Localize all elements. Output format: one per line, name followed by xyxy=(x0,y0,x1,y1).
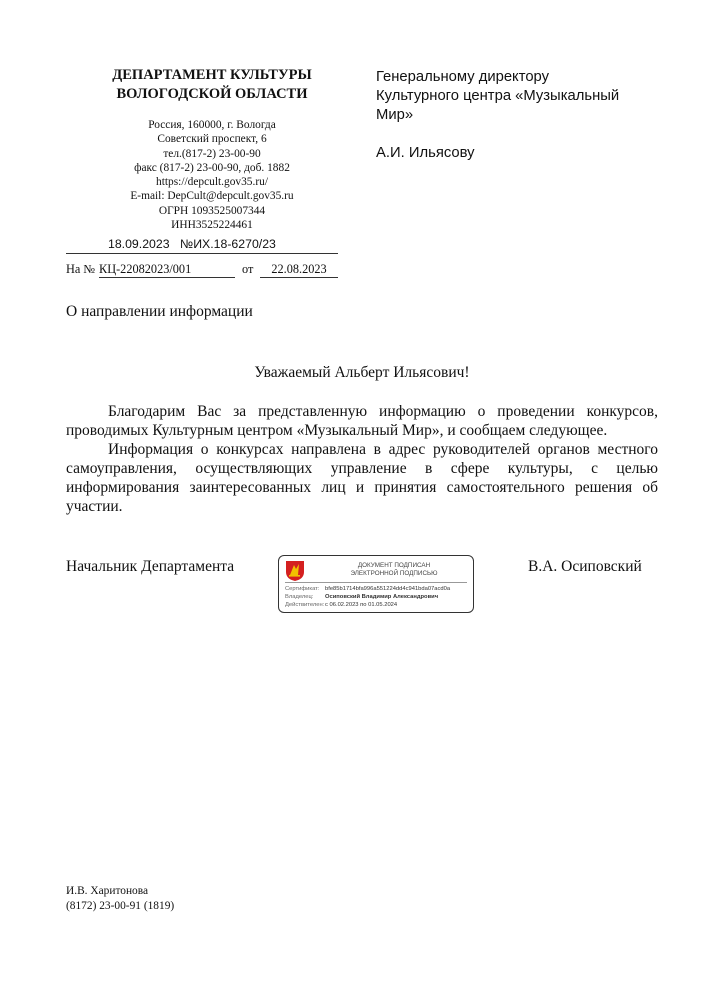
body-paragraph: Информация о конкурсах направлена в адрес руководителей органов местного самоуправления, осуществляющих управление в сфере культуры, с целью информирования заинтересованных лиц и принятия самостоятельного решения об участии. xyxy=(66,441,658,515)
sender-address-block xyxy=(62,118,362,232)
addressee-block xyxy=(376,68,676,163)
letter-subject: О направлении информации xyxy=(66,303,253,320)
stamp-certificate-value: bfe85b1714bfa996a551224dd4c941bda07acd0a xyxy=(325,586,451,592)
reference-date: 22.08.2023 xyxy=(260,261,338,278)
stamp-validity-row xyxy=(285,602,397,609)
stamp-validity-value: с 06.02.2023 по 01.05.2024 xyxy=(325,602,398,608)
addressee-line: Мир» xyxy=(376,107,414,123)
reference-from-label: от xyxy=(242,262,254,276)
stamp-owner-value: Осиповский Владимир Александрович xyxy=(325,594,439,600)
address-line: Советский проспект, 6 xyxy=(157,133,267,146)
addressee-line: Культурного центра «Музыкальный xyxy=(376,88,620,104)
vologda-coat-of-arms-icon xyxy=(284,560,306,582)
registration-line xyxy=(66,236,338,254)
ogrn-line: ОГРН 1093525007344 xyxy=(158,204,266,217)
letter-greeting: Уважаемый Альберт Ильясович! xyxy=(254,364,470,381)
email-line: E-mail: DepCult@depcult.gov35.ru xyxy=(130,190,294,203)
stamp-certificate-label: Сертификат: xyxy=(285,586,320,592)
inn-line: ИНН3525224461 xyxy=(171,219,253,232)
stamp-title-line2: ЭЛЕКТРОННОЙ ПОДПИСЬЮ xyxy=(350,569,438,577)
reference-number: КЦ-22082023/001 xyxy=(99,261,235,278)
fax-line: факс (817-2) 23-00-90, доб. 1882 xyxy=(134,161,290,174)
registration-date: 18.09.2023 xyxy=(108,237,170,251)
stamp-divider xyxy=(285,582,467,583)
stamp-title-line1: ДОКУМЕНТ ПОДПИСАН xyxy=(357,562,431,569)
phone-line: тел.(817-2) 23-00-90 xyxy=(163,147,261,160)
reference-line xyxy=(66,261,338,277)
stamp-owner-label: Владелец: xyxy=(285,594,314,600)
body-paragraph: Благодарим Вас за представленную информацию о проведении конкурсов, проводимых Культурным центром «Музыкальный Мир», и сообщаем следующее. xyxy=(66,403,658,439)
stamp-validity-label: Действителен: xyxy=(285,602,325,608)
stamp-certificate-row xyxy=(285,586,450,593)
registration-number: №ИХ.18-6270/23 xyxy=(180,237,276,251)
letter-body xyxy=(66,402,658,516)
executor-phone: (8172) 23-00-91 (1819) xyxy=(66,899,175,912)
sender-organization-title xyxy=(62,66,362,104)
addressee-line: Генеральному директору xyxy=(376,69,550,85)
org-title-line: ВОЛОГОДСКОЙ ОБЛАСТИ xyxy=(116,86,308,102)
executor-name: И.В. Харитонова xyxy=(66,885,149,897)
org-title-line: ДЕПАРТАМЕНТ КУЛЬТУРЫ xyxy=(112,67,312,83)
electronic-signature-stamp xyxy=(278,555,474,613)
website-line: https://depcult.gov35.ru/ xyxy=(156,176,268,189)
stamp-owner-row xyxy=(285,594,438,601)
reference-label: На № xyxy=(66,262,96,276)
signer-position: Начальник Департамента xyxy=(66,558,235,575)
address-line: Россия, 160000, г. Вологда xyxy=(148,119,276,131)
signer-name: В.А. Осиповский xyxy=(528,558,642,575)
addressee-person: А.И. Ильясову xyxy=(376,145,475,161)
executor-block xyxy=(66,884,174,913)
